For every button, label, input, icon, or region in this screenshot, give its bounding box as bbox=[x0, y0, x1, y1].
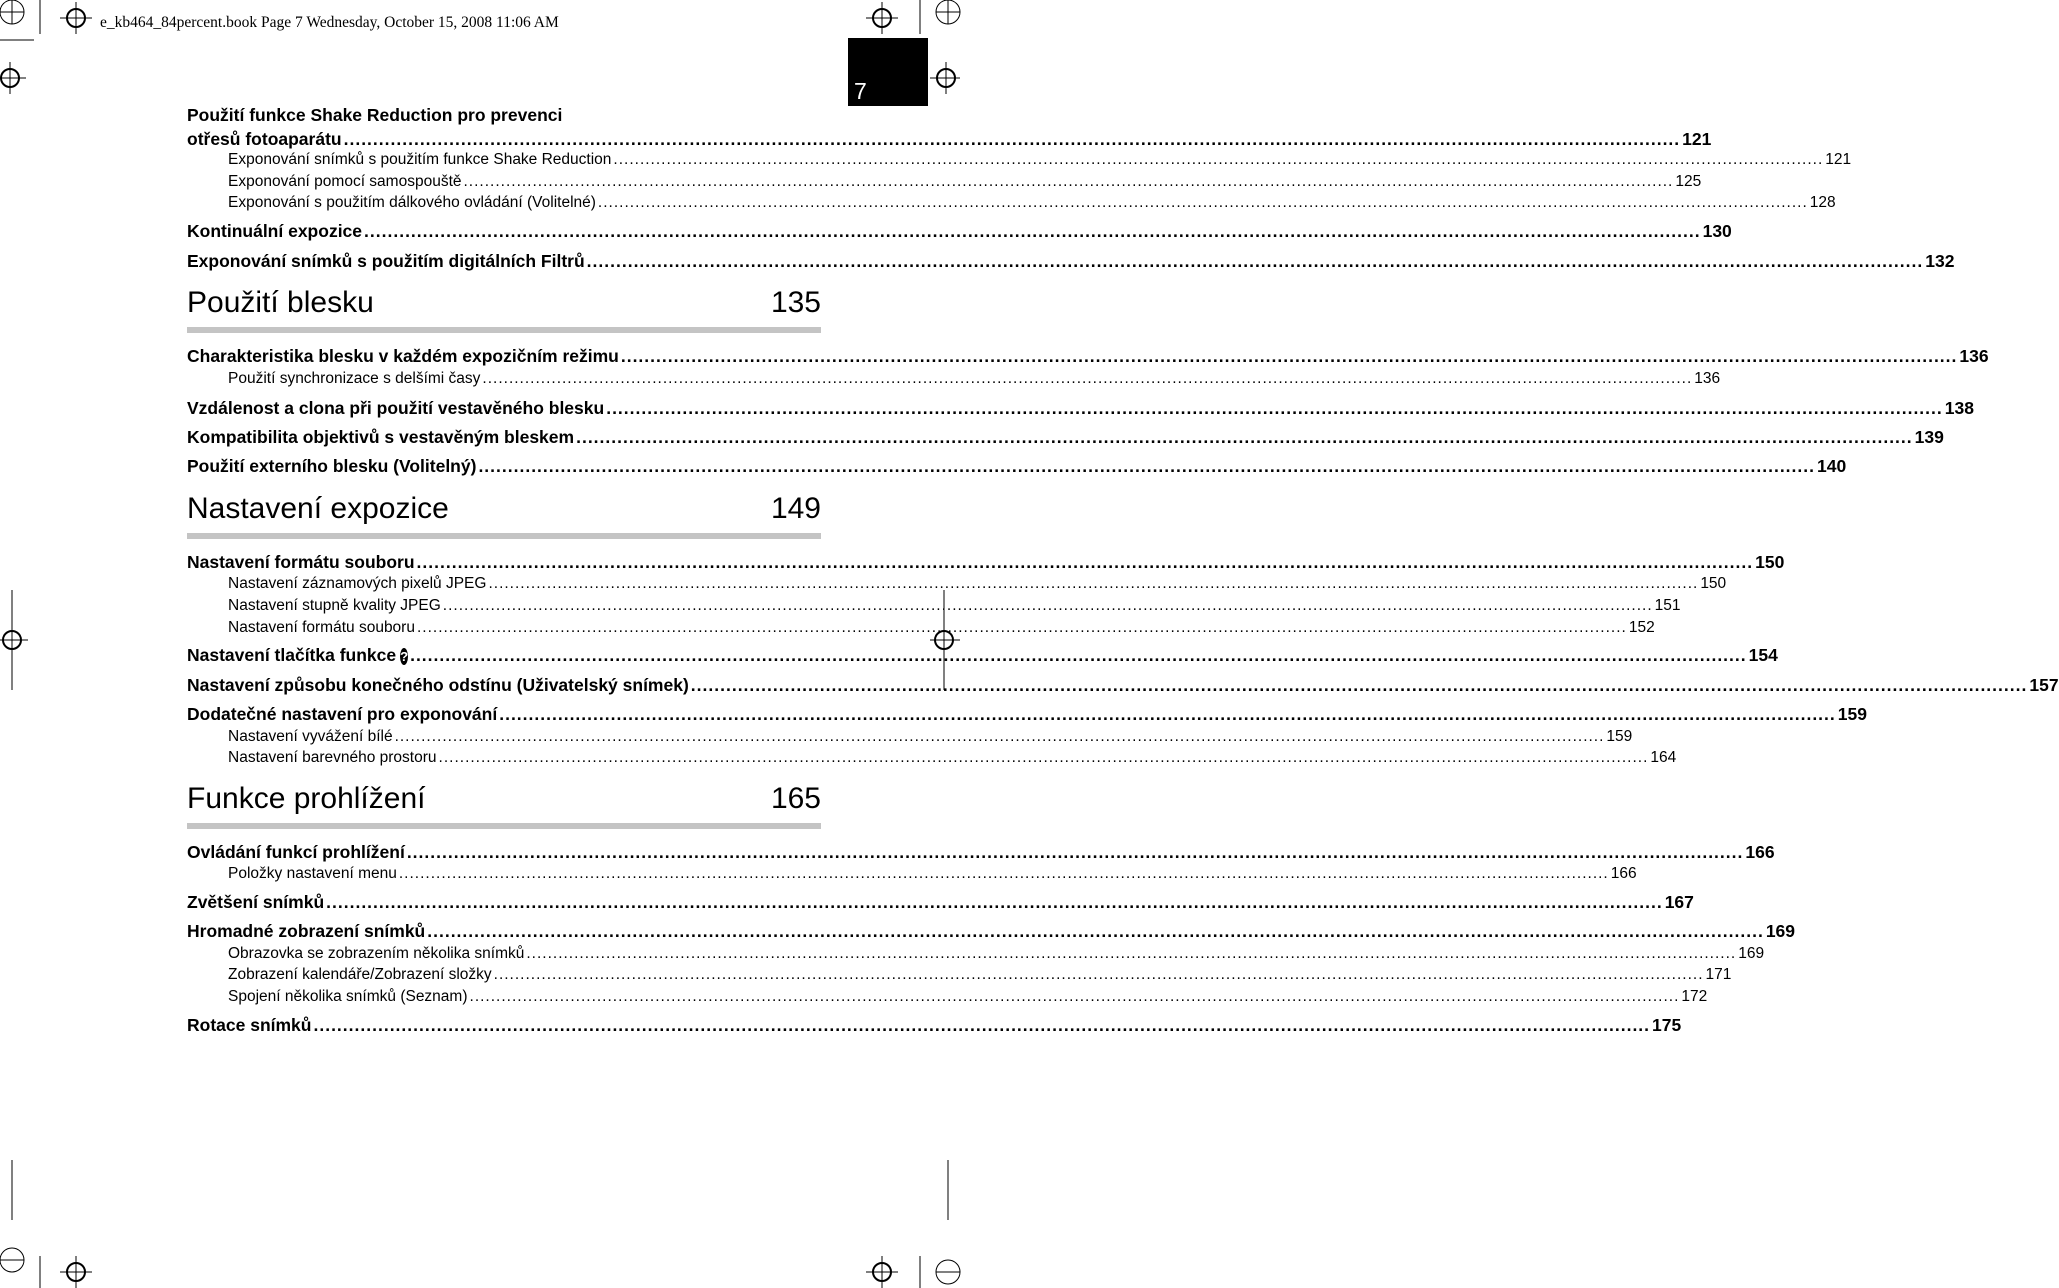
toc-page-number: 169 bbox=[1738, 945, 1765, 962]
toc-entry-title: Nastavení způsobu konečného odstínu (Uživatelský snímek) bbox=[187, 675, 689, 695]
toc-subentry[interactable] bbox=[228, 747, 1677, 769]
toc-entry-title: Ovládání funkcí prohlížení bbox=[187, 842, 405, 862]
toc-page-number: 121 bbox=[1825, 151, 1852, 168]
toc-subentry[interactable] bbox=[228, 617, 1655, 639]
chapter-title: Nastavení expozice bbox=[187, 492, 449, 525]
toc-subentry[interactable] bbox=[228, 573, 1727, 595]
toc-entry-title: Zvětšení snímků bbox=[187, 892, 325, 912]
chapter-page-number: 149 bbox=[770, 492, 821, 525]
toc-page-number: 138 bbox=[1944, 398, 1974, 418]
toc-entry-title: Nastavení vyvážení bílé bbox=[228, 728, 393, 745]
registration-mark-top-left bbox=[0, 0, 110, 110]
toc-entry-title: Exponování s použitím dálkového ovládání (Volitelné) bbox=[228, 194, 596, 211]
dot-leader: .................................................................................................................................................................................................................................... bbox=[469, 988, 1680, 1005]
registration-mark-bottom-right bbox=[850, 1160, 960, 1288]
chapter-tab-number: 7 bbox=[854, 78, 867, 104]
chapter-rule bbox=[187, 533, 821, 539]
dot-leader: .................................................................................................................................................................................................................................... bbox=[427, 921, 1764, 941]
toc-page-number: 172 bbox=[1681, 988, 1708, 1005]
toc-entry-title: Obrazovka se zobrazením několika snímků bbox=[228, 945, 525, 962]
toc-page-number: 121 bbox=[1682, 129, 1712, 149]
dot-leader: .................................................................................................................................................................................................................................... bbox=[606, 398, 1943, 418]
toc-entry-title: Nastavení stupně kvality JPEG bbox=[228, 597, 441, 614]
toc-subentry[interactable] bbox=[228, 964, 1732, 986]
dot-leader: .................................................................................................................................................................................................................................... bbox=[313, 1015, 1651, 1035]
toc-page-number: 159 bbox=[1837, 704, 1867, 724]
dot-leader: .................................................................................................................................................................................................................................... bbox=[586, 251, 1924, 271]
toc-entry[interactable] bbox=[187, 345, 1989, 367]
chapter-title: Použití blesku bbox=[187, 286, 374, 319]
toc-subentry[interactable] bbox=[228, 192, 1836, 214]
toc-entry-title: Hromadné zobrazení snímků bbox=[187, 921, 426, 941]
toc-entry[interactable] bbox=[187, 1014, 1682, 1036]
toc-entry-title: Vzdálenost a clona při použití vestavěného blesku bbox=[187, 398, 605, 418]
chapter-page-number: 135 bbox=[770, 286, 821, 319]
toc-entry-title: Kontinuální expozice bbox=[187, 221, 363, 241]
registration-mark-left-middle bbox=[0, 590, 30, 690]
dot-leader: .................................................................................................................................................................................................................................... bbox=[493, 966, 1704, 983]
dot-leader: .................................................................................................................................................................................................................................... bbox=[394, 728, 1605, 745]
toc-entry-title: Exponování snímků s použitím digitálních Filtrů bbox=[187, 251, 585, 271]
toc-page-number: 171 bbox=[1705, 966, 1732, 983]
registration-mark-bottom-left bbox=[0, 1160, 110, 1288]
toc-entry[interactable] bbox=[187, 841, 1775, 863]
toc-page-number: 128 bbox=[1809, 194, 1836, 211]
toc-entry-title: Dodatečné nastavení pro exponování bbox=[187, 704, 498, 724]
toc-entry-title: Použití synchronizace s delšími časy bbox=[228, 370, 481, 387]
dot-leader: .................................................................................................................................................................................................................................... bbox=[478, 456, 1815, 476]
chapter-title: Funkce prohlížení bbox=[187, 782, 426, 815]
dot-leader: .................................................................................................................................................................................................................................... bbox=[416, 619, 1627, 636]
chapter-rule bbox=[187, 823, 821, 829]
toc-page-number: 159 bbox=[1606, 728, 1633, 745]
toc-entry-title: Nastavení záznamových pixelů JPEG bbox=[228, 575, 487, 592]
toc-page-number: 136 bbox=[1959, 346, 1989, 366]
dot-leader: .................................................................................................................................................................................................................................... bbox=[488, 575, 1699, 592]
toc-entry[interactable] bbox=[187, 426, 1944, 448]
toc-entry-title: otřesů fotoaparátu bbox=[187, 129, 342, 149]
toc-subentry[interactable] bbox=[228, 368, 1721, 390]
toc-subentry[interactable] bbox=[228, 863, 1637, 885]
dot-leader: .................................................................................................................................................................................................................................... bbox=[463, 173, 1674, 190]
dot-leader: .................................................................................................................................................................................................................................... bbox=[499, 704, 1836, 724]
chapter-heading[interactable] bbox=[187, 491, 821, 527]
toc-entry[interactable] bbox=[187, 220, 1732, 242]
toc-page-number: 175 bbox=[1652, 1015, 1682, 1035]
toc-page-number: 164 bbox=[1650, 749, 1677, 766]
toc-entry-title: Charakteristika blesku v každém expozičním režimu bbox=[187, 346, 619, 366]
dot-leader: .................................................................................................................................................................................................................................... bbox=[576, 427, 1913, 447]
chapter-heading[interactable] bbox=[187, 285, 821, 321]
page-header: e_kb464_84percent.book Page 7 Wednesday, October 15, 2008 11:06 AM bbox=[100, 14, 559, 31]
toc-page-number: 140 bbox=[1817, 456, 1847, 476]
toc-entry[interactable] bbox=[187, 455, 1847, 477]
dot-leader: .................................................................................................................................................................................................................................... bbox=[526, 945, 1737, 962]
toc-entry-title: Použití externího blesku (Volitelný) bbox=[187, 456, 477, 476]
dot-leader: .................................................................................................................................................................................................................................... bbox=[620, 346, 1958, 366]
dot-leader: .................................................................................................................................................................................................................................... bbox=[416, 552, 1754, 572]
function-button-icon: ? bbox=[400, 649, 409, 664]
toc-entry-title: Spojení několika snímků (Seznam) bbox=[228, 988, 468, 1005]
toc-page-number: 167 bbox=[1664, 892, 1694, 912]
toc-page-number: 152 bbox=[1628, 619, 1655, 636]
toc-page-number: 157 bbox=[2029, 675, 2059, 695]
chapter-rule bbox=[187, 327, 821, 333]
toc-entry-title: Položky nastavení menu bbox=[228, 865, 397, 882]
toc-entry[interactable] bbox=[187, 397, 1974, 419]
dot-leader: .................................................................................................................................................................................................................................... bbox=[482, 370, 1693, 387]
dot-leader: .................................................................................................................................................................................................................................... bbox=[343, 129, 1681, 149]
toc-entry-title: Nastavení barevného prostoru bbox=[228, 749, 437, 766]
dot-leader: .................................................................................................................................................................................................................................... bbox=[410, 645, 1747, 665]
toc-page-number: 166 bbox=[1610, 865, 1637, 882]
toc-subentry[interactable] bbox=[228, 149, 1852, 171]
dot-leader: .................................................................................................................................................................................................................................... bbox=[690, 675, 2028, 695]
toc-page-number: 154 bbox=[1748, 645, 1778, 665]
toc-entry[interactable] bbox=[187, 551, 1785, 573]
toc-entry[interactable] bbox=[187, 674, 2059, 696]
dot-leader: .................................................................................................................................................................................................................................... bbox=[398, 865, 1609, 882]
toc-entry[interactable] bbox=[187, 644, 1778, 666]
toc-entry[interactable] bbox=[187, 703, 1867, 725]
toc-entry-sr-line1[interactable]: Použití funkce Shake Reduction pro prevenci bbox=[187, 105, 563, 125]
dot-leader: .................................................................................................................................................................................................................................... bbox=[326, 892, 1663, 912]
toc-page-number: 166 bbox=[1745, 842, 1775, 862]
toc-entry-title: Nastavení tlačítka funkce bbox=[187, 645, 397, 665]
toc-page-number: 136 bbox=[1694, 370, 1721, 387]
toc-entry-title: Nastavení formátu souboru bbox=[187, 552, 415, 572]
dot-leader: .................................................................................................................................................................................................................................... bbox=[364, 221, 1701, 241]
dot-leader: .................................................................................................................................................................................................................................... bbox=[438, 749, 1649, 766]
chapter-tab bbox=[848, 38, 928, 106]
toc-entry-title: Nastavení formátu souboru bbox=[228, 619, 415, 636]
toc-subentry[interactable] bbox=[228, 726, 1633, 748]
toc-subentry[interactable] bbox=[228, 595, 1681, 617]
toc-subentry[interactable] bbox=[228, 943, 1765, 965]
toc-page-number: 130 bbox=[1702, 221, 1732, 241]
toc-page-number: 139 bbox=[1914, 427, 1944, 447]
toc-subentry[interactable] bbox=[228, 171, 1702, 193]
toc-page-number: 125 bbox=[1675, 173, 1702, 190]
toc-entry[interactable] bbox=[187, 250, 1955, 272]
toc-subentry[interactable] bbox=[228, 986, 1708, 1008]
chapter-heading[interactable] bbox=[187, 781, 821, 817]
toc-entry-title: Zobrazení kalendáře/Zobrazení složky bbox=[228, 966, 492, 983]
dot-leader: .................................................................................................................................................................................................................................... bbox=[597, 194, 1808, 211]
toc-entry-title: Exponování pomocí samospouště bbox=[228, 173, 462, 190]
dot-leader: .................................................................................................................................................................................................................................... bbox=[406, 842, 1744, 862]
toc-entry-sr[interactable] bbox=[187, 128, 1712, 150]
toc-page-number: 151 bbox=[1654, 597, 1681, 614]
chapter-page-number: 165 bbox=[770, 782, 821, 815]
toc-page-number: 150 bbox=[1755, 552, 1785, 572]
toc-page-number: 150 bbox=[1700, 575, 1727, 592]
toc-entry-title: Kompatibilita objektivů s vestavěným bleskem bbox=[187, 427, 575, 447]
toc-page-number: 132 bbox=[1925, 251, 1955, 271]
toc-entry-title: Exponování snímků s použitím funkce Shake Reduction bbox=[228, 151, 612, 168]
toc-entry[interactable] bbox=[187, 891, 1694, 913]
dot-leader: .................................................................................................................................................................................................................................... bbox=[613, 151, 1824, 168]
dot-leader: .................................................................................................................................................................................................................................... bbox=[442, 597, 1653, 614]
toc-entry[interactable] bbox=[187, 920, 1796, 942]
toc-entry-title: Rotace snímků bbox=[187, 1015, 312, 1035]
toc-page-number: 169 bbox=[1765, 921, 1796, 941]
